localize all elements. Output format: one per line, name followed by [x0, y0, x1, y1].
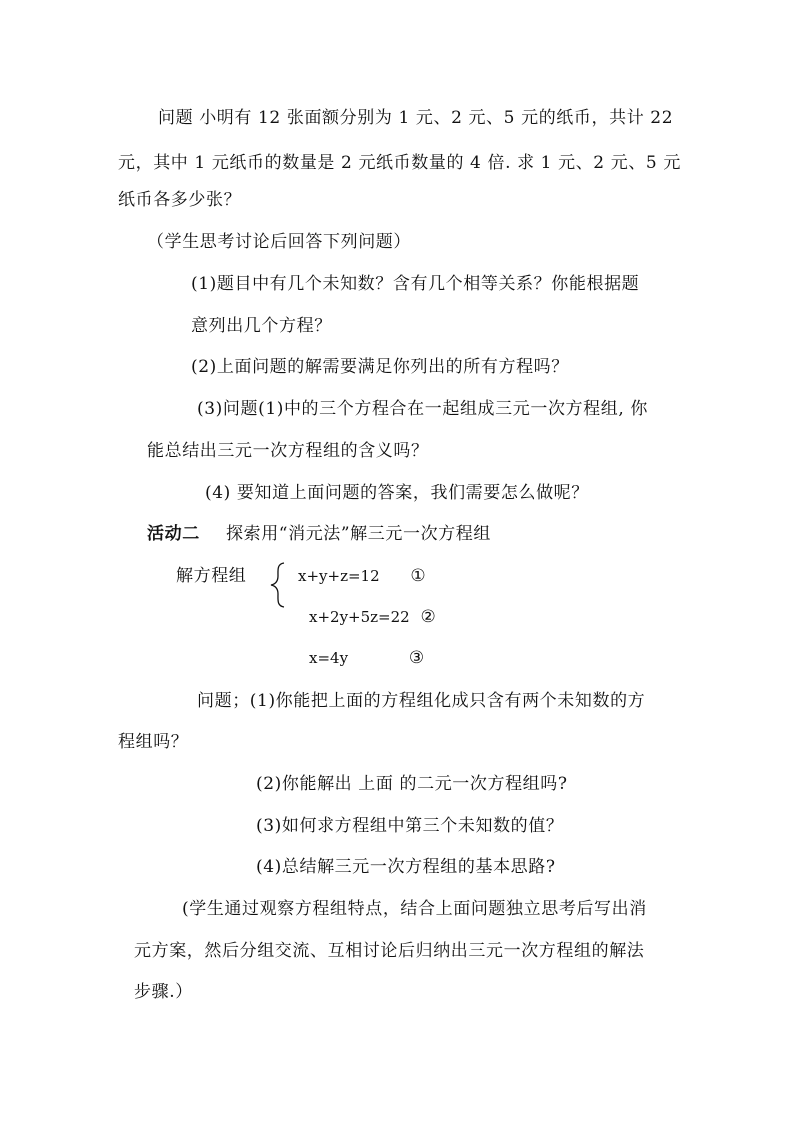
problem-line-2: 元，其中 1 元纸币的数量是 2 元纸币数量的 4 倍. 求 1 元、2 元、5 元 — [118, 153, 681, 173]
equation-1-text: x+y+z=12 — [298, 567, 380, 585]
equation-3 — [309, 649, 424, 667]
question-3-line-1: (3)问题(1)中的三个方程合在一起组成三元一次方程组, 你 — [197, 399, 648, 419]
equation-3-text: x=4y — [309, 649, 349, 667]
equation-2-text: x+2y+5z=22 — [309, 608, 410, 626]
question-1-line-2: 意列出几个方程？ — [191, 316, 332, 336]
question-2: (2)上面问题的解需要满足你列出的所有方程吗？ — [191, 357, 569, 377]
closing-line-2: 元方案，然后分组交流、互相讨论后归纳出三元一次方程组的解法 — [134, 941, 645, 961]
question-3-line-2: 能总结出三元一次方程组的含义吗？ — [147, 441, 429, 461]
activity-2-title: 探索用“消元法”解三元一次方程组 — [226, 524, 491, 544]
activity-2-label: 活动二 — [147, 524, 200, 544]
questions2-3: (3)如何求方程组中第三个未知数的值？ — [256, 816, 564, 836]
closing-line-1: (学生通过观察方程组特点，结合上面问题独立思考后写出消 — [182, 899, 647, 919]
system-label: 解方程组 — [176, 566, 247, 586]
questions2-2: (2)你能解出 上面 的二元一次方程组吗? — [256, 774, 568, 794]
equation-2 — [309, 608, 436, 626]
equation-1-mark: ① — [410, 566, 426, 586]
equation-3-mark: ③ — [408, 648, 425, 668]
questions2-1-line-1: 问题；(1)你能把上面的方程组化成只含有两个未知数的方 — [197, 691, 646, 711]
equation-2-mark: ② — [420, 607, 436, 627]
equation-1 — [298, 567, 426, 585]
question-4: (4) 要知道上面问题的答案，我们需要怎么做呢？ — [205, 483, 589, 503]
problem-line-1: 问题 小明有 12 张面额分别为 1 元、2 元、5 元的纸币，共计 22 — [158, 108, 674, 128]
questions2-1-line-2: 程组吗？ — [118, 732, 189, 752]
questions2-4: (4)总结解三元一次方程组的基本思路? — [256, 857, 556, 877]
discussion-prompt: （学生思考讨论后回答下列问题） — [147, 232, 411, 252]
closing-line-3: 步骤.） — [134, 982, 193, 1002]
question-1-line-1: (1)题目中有几个未知数？含有几个相等关系？你能根据题 — [191, 274, 640, 294]
problem-line-3: 纸币各多少张？ — [118, 190, 242, 210]
left-brace-icon — [268, 562, 288, 608]
